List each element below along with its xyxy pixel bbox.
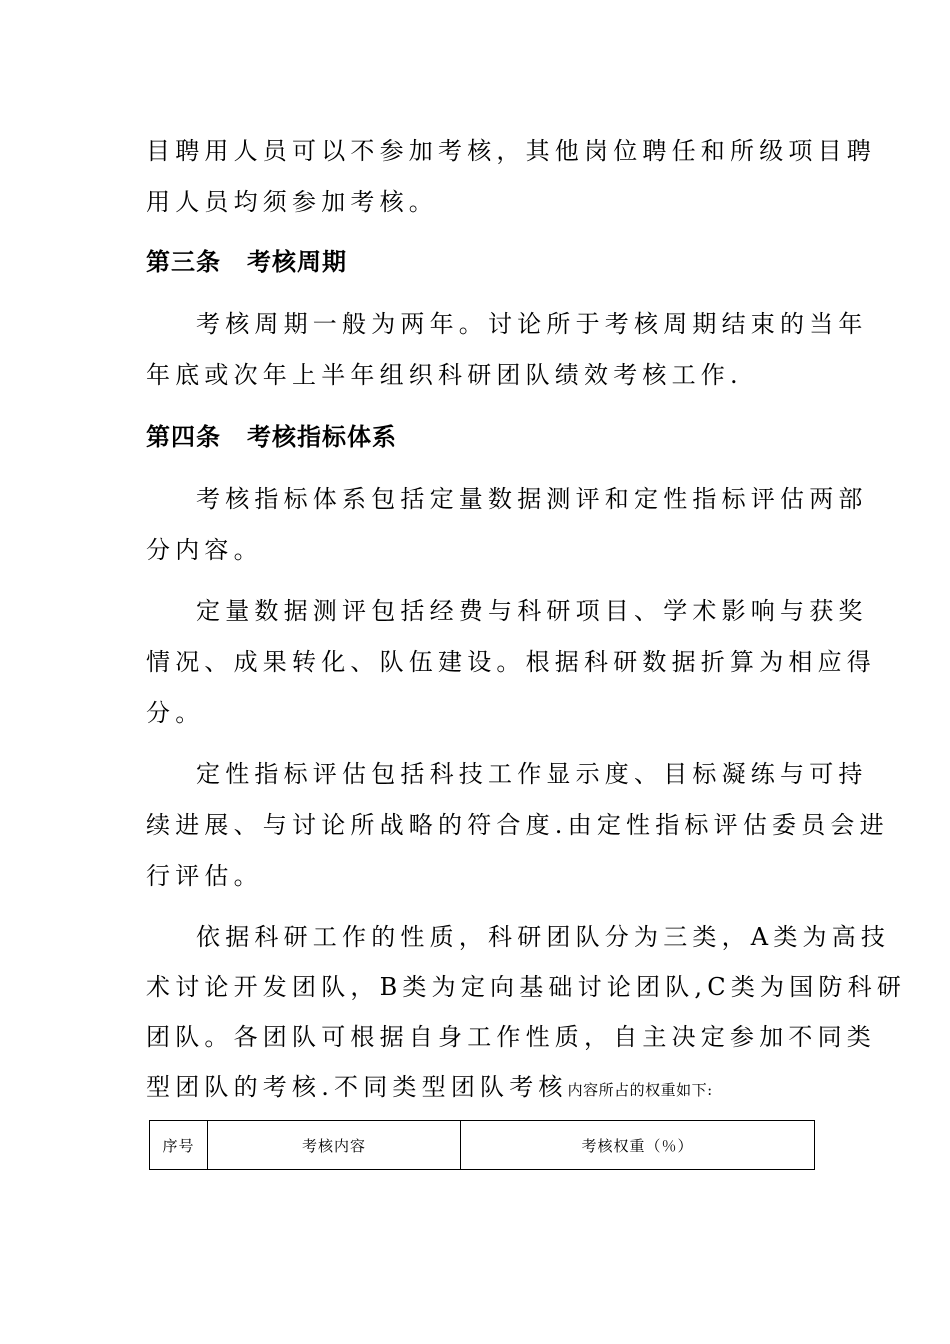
- article-title: 考核周期: [247, 248, 347, 276]
- column-header-index: 序号: [150, 1121, 208, 1170]
- paragraph-line: 行评估。: [146, 862, 263, 890]
- paragraph-line-mixed: [146, 1072, 806, 1105]
- paragraph-line: 年底或次年上半年组织科研团队绩效考核工作.: [146, 361, 743, 389]
- article-number: 第三条: [146, 248, 221, 276]
- paragraph-line: 考核周期一般为两年。讨论所于考核周期结束的当年: [196, 310, 868, 338]
- table-header-row: [150, 1121, 815, 1170]
- paragraph-line: 术讨论开发团队，B类为定向基础讨论团队,C类为国防科研: [146, 973, 907, 1001]
- paragraph-line: 定性指标评估包括科技工作显示度、目标凝练与可持: [196, 760, 868, 788]
- paragraph-line: 用人员均须参加考核。: [146, 188, 438, 216]
- paragraph-line: 分内容。: [146, 536, 263, 564]
- paragraph-line: 目聘用人员可以不参加考核，其他岗位聘任和所级项目聘: [146, 137, 876, 165]
- article-number: 第四条: [146, 423, 221, 451]
- paragraph-line: 依据科研工作的性质，科研团队分为三类，A类为高技: [196, 923, 891, 951]
- section-heading-4: [146, 422, 397, 452]
- paragraph-line: 续进展、与讨论所战略的符合度.由定性指标评估委员会进: [146, 811, 889, 839]
- paragraph-text: 型团队的考核.不同类型团队考核: [146, 1073, 568, 1101]
- paragraph-line: 团队。各团队可根据自身工作性质，自主决定参加不同类: [146, 1023, 876, 1051]
- paragraph-text-small: 内容所占的权重如下:: [567, 1081, 713, 1099]
- paragraph-line: 考核指标体系包括定量数据测评和定性指标评估两部: [196, 485, 868, 513]
- paragraph-line: 定量数据测评包括经费与科研项目、学术影响与获奖: [196, 597, 868, 625]
- column-header-weight: 考核权重（％）: [461, 1121, 815, 1170]
- paragraph-line: 情况、成果转化、队伍建设。根据科研数据折算为相应得: [146, 648, 876, 676]
- column-header-content: 考核内容: [208, 1121, 461, 1170]
- section-heading-3: [146, 247, 347, 277]
- paragraph-line: 分。: [146, 699, 205, 727]
- weights-table: [149, 1120, 815, 1170]
- article-title: 考核指标体系: [247, 423, 397, 451]
